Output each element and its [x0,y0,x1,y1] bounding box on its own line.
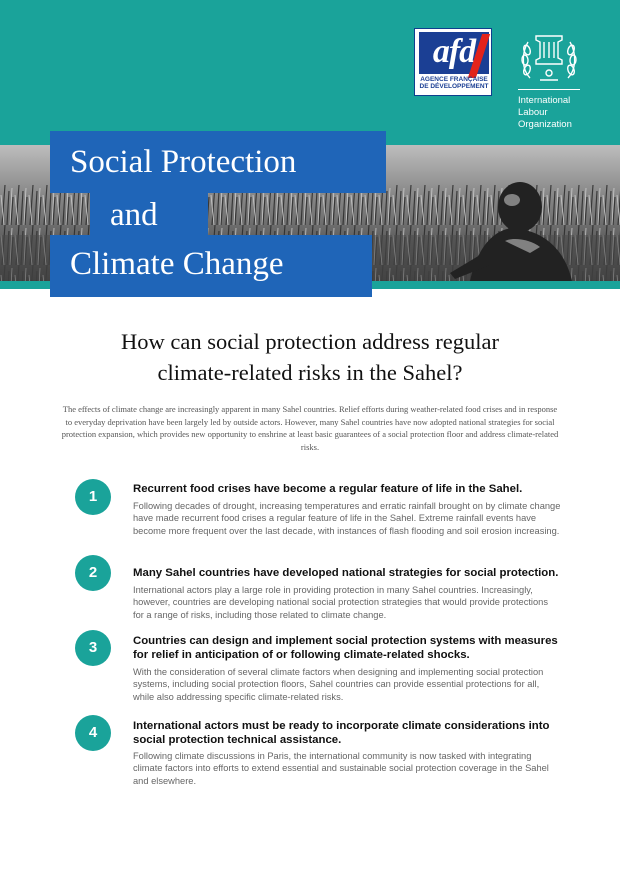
question-line-1: How can social protection address regular [121,329,499,354]
point-number-badge: 2 [75,555,111,591]
ilo-name-line3: Organization [518,119,572,130]
ilo-name-line1: International [518,95,571,106]
ilo-divider [518,89,580,90]
point-title: Many Sahel countries have developed national strategies for social protection. [133,567,559,579]
point-body: With the consideration of several climate factors when designing and implementing social protection systems, including social protection floors, Sahel countries can provide essential protections for all, while also addressing specific climate-related risks. [133,667,544,702]
title-line-3-box [50,235,372,297]
main-question [40,326,580,388]
afd-logo-name-line2: DE DÉVELOPPEMENT [419,83,489,90]
question-line-2: climate-related risks in the Sahel? [157,360,463,385]
point-body: Following climate discussions in Paris, the international community is now tasked with integrating climate factors into efforts to extend essential and sustainable social protection coverage in the Sahel and elsewhere. [133,751,549,786]
point-number-badge: 4 [75,715,111,751]
point-body: Following decades of drought, increasing temperatures and erratic rainfall brought on by climate change have made recurrent food crises a regular feature of life in the Sahel. Extreme rainfall events have become more frequent over the last decade, with instances of flash flooding and soil erosion increasing. [133,501,561,536]
point-number-badge: 3 [75,630,111,666]
title-line-3: Climate Change [70,246,284,282]
afd-logo [414,28,492,96]
title-line-1-box [50,131,386,193]
afd-logo-name [417,76,491,90]
afd-logo-mark [419,32,489,74]
point-title: International actors must be ready to incorporate climate considerations into social protection technical assistance. [133,720,550,746]
point-title: Countries can design and implement social protection systems with measures for relief in anticipation of or following climate-related shocks. [133,635,558,661]
point-number-badge: 1 [75,479,111,515]
title-line-1: Social Protection [70,144,297,180]
point-body: International actors play a large role in providing protection in many Sahel countries. Increasingly, however, countries are developing national social protection strategies that would provide protections for a range of risks, including those related to climate change. [133,585,548,620]
title-line-2-box [90,193,208,237]
ilo-emblem-icon [518,28,580,90]
ilo-name [518,95,608,131]
afd-logo-mark-text: afd [432,33,476,70]
title-line-2: and [110,197,158,233]
ilo-name-line2: Labour [518,107,548,118]
afd-logo-name-line1: AGENCE FRANÇAISE [420,76,488,83]
point-title: Recurrent food crises have become a regular feature of life in the Sahel. [133,483,523,495]
intro-paragraph: The effects of climate change are increasingly apparent in many Sahel countries. Relief efforts during weather-related food crises and in response to everyday deprivation have been largely led by outside actors. However, many Sahel countries have now adopted national strategies for social protection expansion, which provides new opportunity to enshrine at least basic guarantees of a social protection floor and address climate-related risks. [61,404,559,452]
